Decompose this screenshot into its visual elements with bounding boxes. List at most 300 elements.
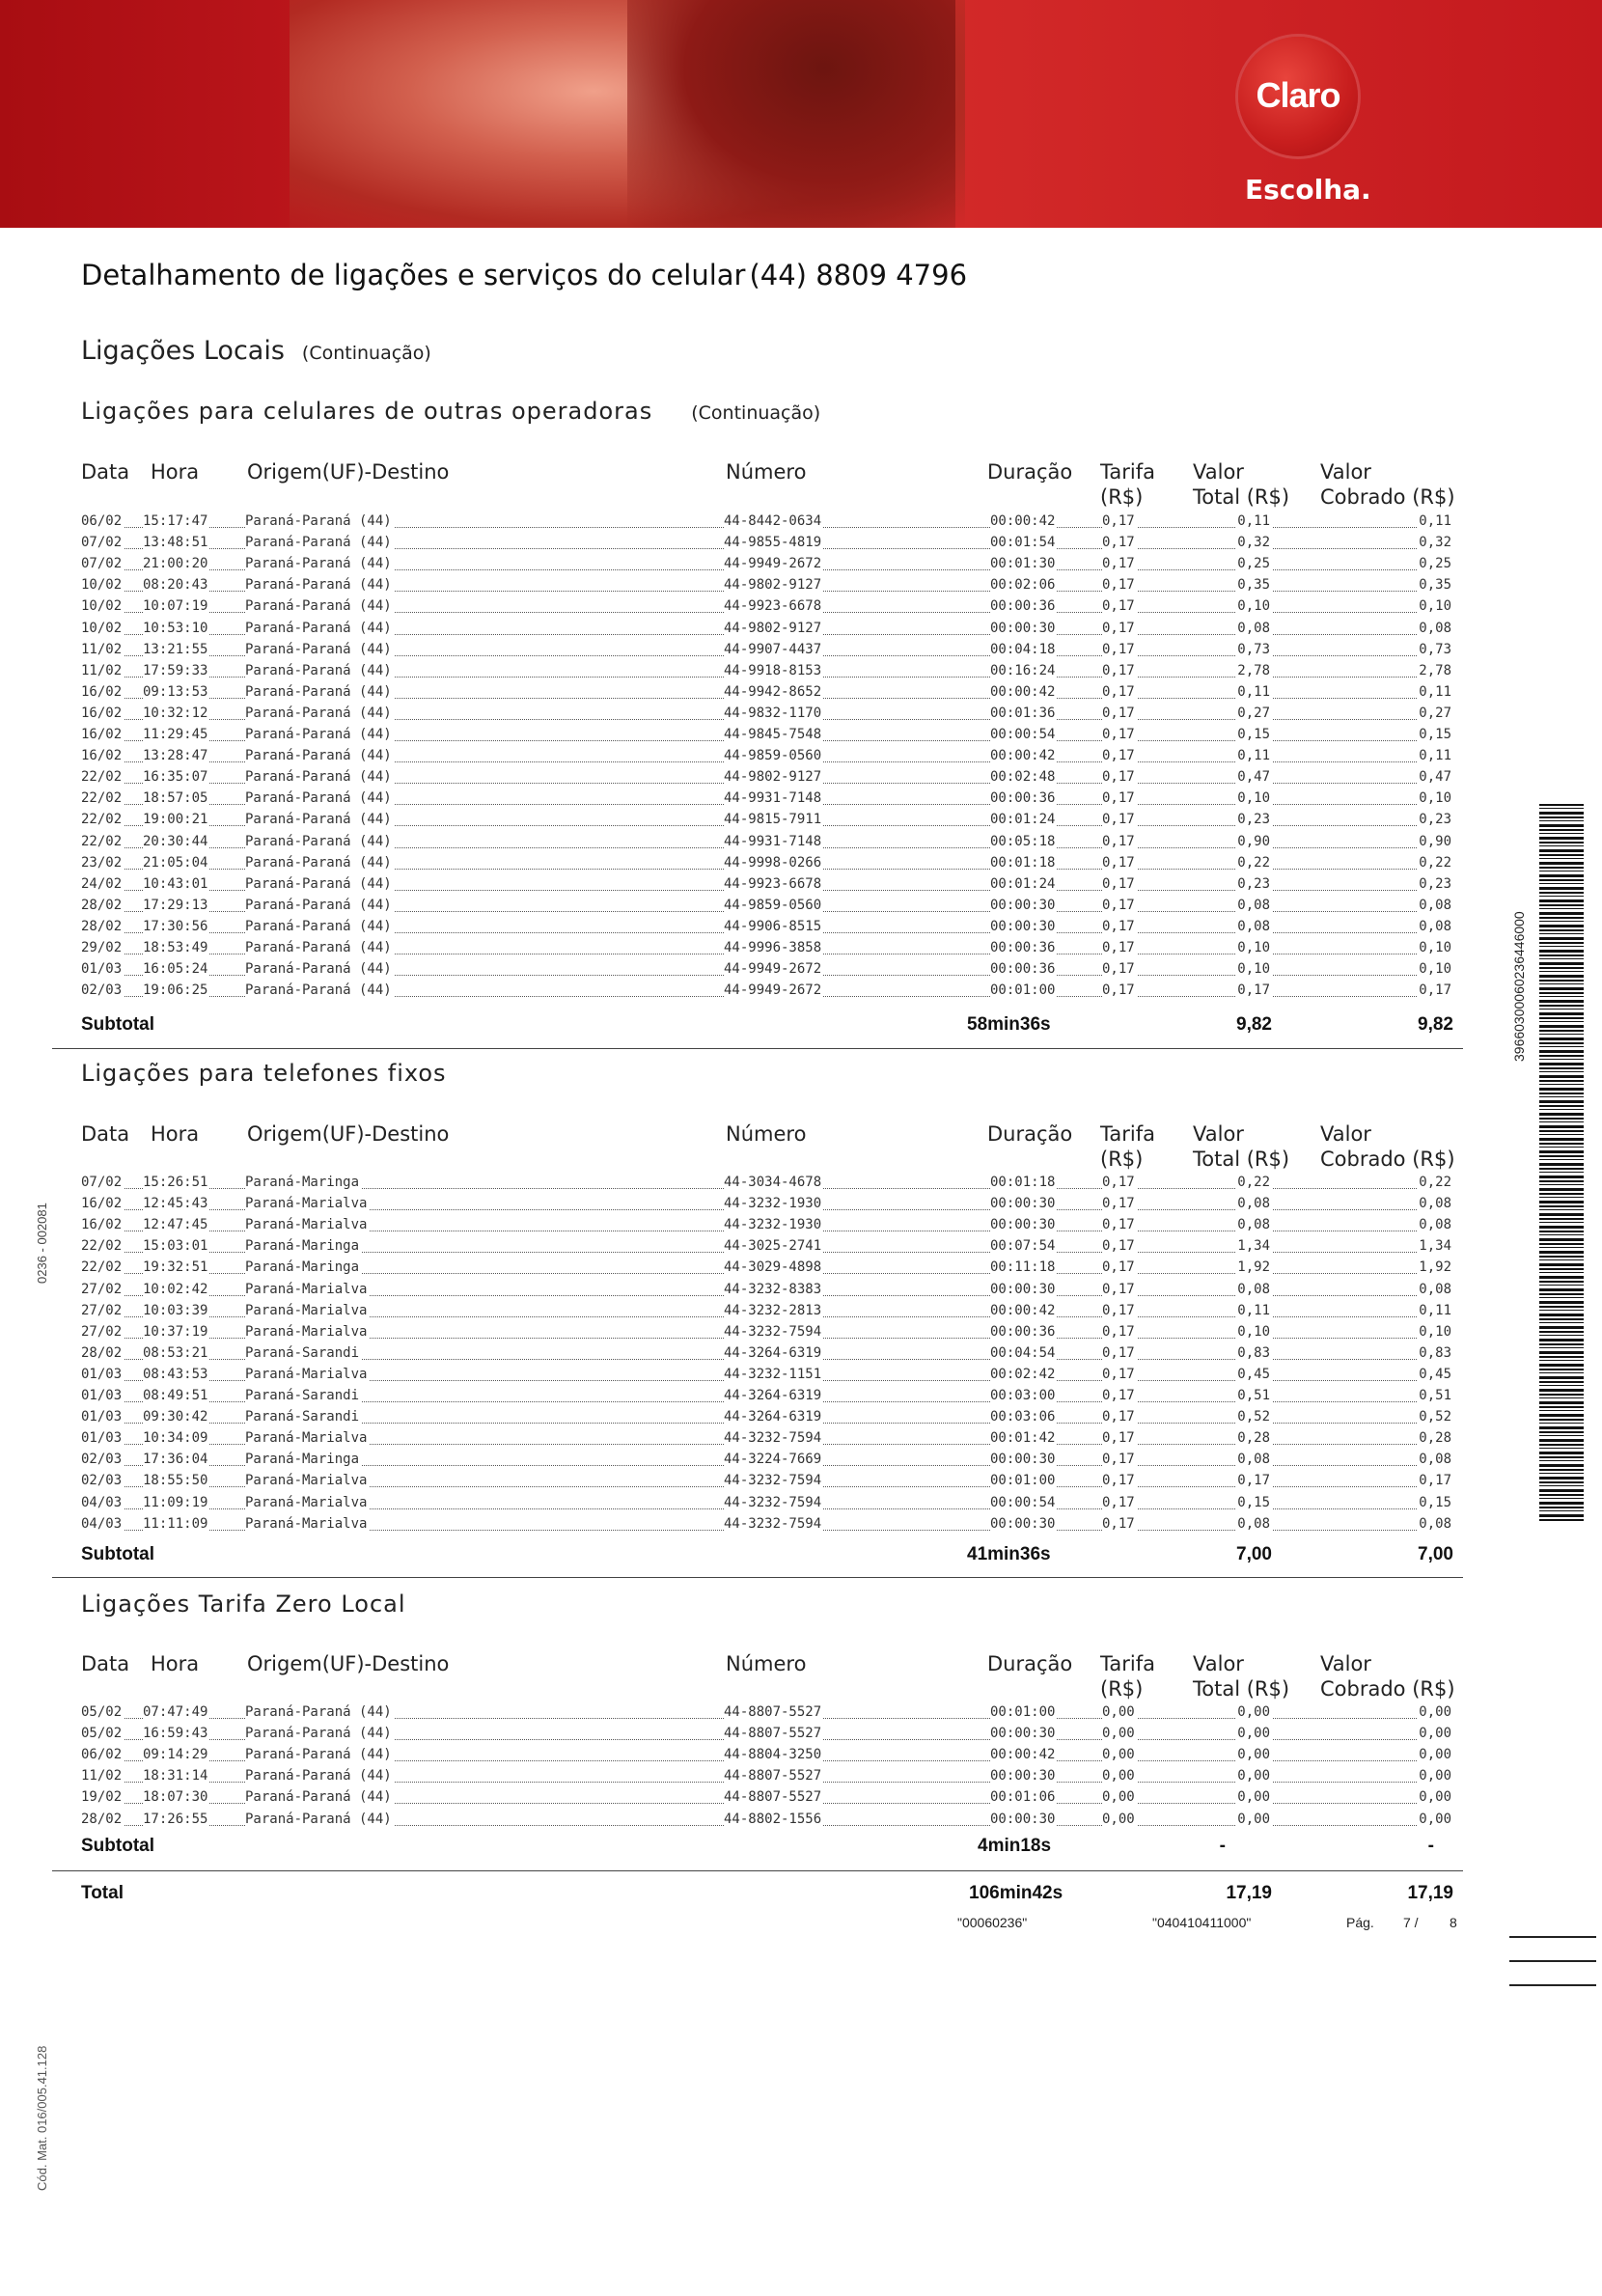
cell-hour: 13:48:51 — [143, 535, 208, 551]
cell-date: 07/02 — [81, 1175, 123, 1190]
cell-duration: 00:01:18 — [990, 854, 1056, 871]
col-number: Número — [726, 1652, 807, 1675]
cell-date: 16/02 — [81, 1217, 123, 1233]
col-origin: Origem(UF)-Destino — [247, 1652, 450, 1675]
subtotal-charged: - — [1427, 1836, 1434, 1856]
cell-origin: Paraná-Marialva — [245, 1515, 368, 1532]
table-row — [81, 1704, 1453, 1726]
cell-origin: Paraná-Paraná (44) — [245, 662, 392, 678]
cell-hour: 18:57:05 — [143, 790, 208, 807]
cell-total: 0,08 — [1237, 620, 1270, 636]
cell-rate: 0,17 — [1102, 1302, 1135, 1318]
cell-rate: 0,17 — [1102, 1344, 1135, 1361]
cell-charged: 0,10 — [1419, 961, 1451, 978]
cell-number: 44-9859-0560 — [724, 897, 822, 913]
cell-hour: 18:55:50 — [143, 1473, 208, 1489]
cell-charged: 0,08 — [1419, 1452, 1451, 1468]
cell-rate: 0,17 — [1102, 556, 1135, 572]
cell-hour: 21:05:04 — [143, 854, 208, 871]
header-banner — [0, 0, 1602, 228]
cell-total: 0,15 — [1237, 727, 1270, 742]
footer-code-1: "00060236" — [957, 1915, 1028, 1930]
table-row — [81, 598, 1453, 620]
table-row — [81, 1495, 1453, 1516]
cell-date: 28/02 — [81, 918, 123, 934]
table-row — [81, 1175, 1453, 1196]
cell-charged: 0,00 — [1419, 1789, 1451, 1806]
col-total-unit: Total (R$) — [1193, 485, 1290, 509]
cell-origin: Paraná-Paraná (44) — [245, 641, 392, 657]
cell-duration: 00:00:36 — [990, 940, 1056, 955]
cell-rate: 0,17 — [1102, 1175, 1135, 1190]
subtotal-duration: 4min18s — [978, 1836, 1052, 1856]
cell-number: 44-9906-8515 — [724, 918, 822, 934]
subtotal-total: - — [1219, 1836, 1226, 1856]
cell-total: 0,90 — [1237, 833, 1270, 849]
cell-charged: 0,11 — [1419, 683, 1451, 700]
cell-origin: Paraná-Paraná (44) — [245, 683, 392, 700]
subtotal-label: Subtotal — [81, 1014, 154, 1035]
cell-date: 06/02 — [81, 513, 123, 529]
cell-duration: 00:00:30 — [990, 1811, 1056, 1827]
cell-charged: 0,17 — [1419, 1473, 1451, 1489]
page-label: Pág. — [1346, 1915, 1374, 1930]
cell-rate: 0,17 — [1102, 961, 1135, 978]
footer-code-2: "040410411000" — [1152, 1915, 1252, 1930]
cell-hour: 11:11:09 — [143, 1515, 208, 1532]
cell-number: 44-3264-6319 — [724, 1344, 822, 1361]
material-code: Cód. Mat. 016/005.41.128 — [35, 2045, 49, 2191]
cell-date: 07/02 — [81, 556, 123, 572]
cell-charged: 0,08 — [1419, 620, 1451, 636]
cell-hour: 17:29:13 — [143, 897, 208, 913]
cell-hour: 15:17:47 — [143, 513, 208, 529]
cell-total: 0,11 — [1237, 683, 1270, 700]
cell-rate: 0,17 — [1102, 662, 1135, 678]
cell-date: 05/02 — [81, 1704, 123, 1720]
cell-number: 44-9931-7148 — [724, 790, 822, 807]
cell-total: 0,11 — [1237, 1302, 1270, 1318]
cell-number: 44-9998-0266 — [724, 854, 822, 871]
cell-origin: Paraná-Marialva — [245, 1430, 368, 1447]
table-row — [81, 1473, 1453, 1494]
cell-origin: Paraná-Paraná (44) — [245, 513, 392, 529]
cell-duration: 00:07:54 — [990, 1238, 1056, 1255]
cell-duration: 00:00:30 — [990, 1196, 1056, 1212]
cell-duration: 00:00:36 — [990, 961, 1056, 978]
cell-total: 0,10 — [1237, 961, 1270, 978]
cell-number: 44-3232-7594 — [724, 1323, 822, 1340]
cell-duration: 00:05:18 — [990, 833, 1056, 849]
cell-total: 0,22 — [1237, 1175, 1270, 1190]
cell-hour: 10:02:42 — [143, 1281, 208, 1297]
cell-date: 01/03 — [81, 1409, 123, 1425]
table-row — [81, 834, 1453, 855]
table-row — [81, 790, 1453, 812]
cell-duration: 00:03:00 — [990, 1388, 1056, 1403]
cell-number: 44-8807-5527 — [724, 1726, 822, 1742]
cell-number: 44-3232-8383 — [724, 1281, 822, 1297]
cell-hour: 08:49:51 — [143, 1388, 208, 1403]
cell-origin: Paraná-Maringa — [245, 1238, 360, 1255]
cell-hour: 18:53:49 — [143, 940, 208, 955]
table-row — [81, 812, 1453, 833]
table-row — [81, 1388, 1453, 1409]
cell-rate: 0,17 — [1102, 1366, 1135, 1382]
cell-total: 0,08 — [1237, 1196, 1270, 1212]
cell-hour: 16:35:07 — [143, 769, 208, 786]
cell-duration: 00:04:54 — [990, 1344, 1056, 1361]
cell-origin: Paraná-Paraná (44) — [245, 1768, 392, 1784]
cell-number: 44-9855-4819 — [724, 535, 822, 551]
cell-date: 19/02 — [81, 1789, 123, 1806]
cell-duration: 00:00:30 — [990, 1768, 1056, 1784]
cell-origin: Paraná-Paraná (44) — [245, 620, 392, 636]
cell-charged: 0,10 — [1419, 598, 1451, 615]
cell-total: 0,10 — [1237, 940, 1270, 955]
cell-rate: 0,00 — [1102, 1789, 1135, 1806]
cell-origin: Paraná-Paraná (44) — [245, 535, 392, 551]
cell-duration: 00:00:30 — [990, 620, 1056, 636]
page-number: 7 / — [1403, 1915, 1419, 1930]
table-row — [81, 748, 1453, 769]
cell-origin: Paraná-Marialva — [245, 1473, 368, 1489]
table-row — [81, 684, 1453, 705]
col-charged-unit: Cobrado (R$) — [1320, 1148, 1455, 1171]
col-charged-unit: Cobrado (R$) — [1320, 1677, 1455, 1701]
cell-hour: 15:26:51 — [143, 1175, 208, 1190]
cell-hour: 17:30:56 — [143, 918, 208, 934]
table-row — [81, 642, 1453, 663]
cell-origin: Paraná-Marialva — [245, 1323, 368, 1340]
cell-date: 27/02 — [81, 1302, 123, 1318]
cell-origin: Paraná-Paraná (44) — [245, 598, 392, 615]
table-row — [81, 1789, 1453, 1811]
cell-date: 28/02 — [81, 1811, 123, 1827]
cell-rate: 0,17 — [1102, 940, 1135, 955]
cell-origin: Paraná-Marialva — [245, 1217, 368, 1233]
table-row — [81, 1367, 1453, 1388]
cell-number: 44-3029-4898 — [724, 1259, 822, 1276]
cell-duration: 00:01:30 — [990, 556, 1056, 572]
cell-date: 10/02 — [81, 577, 123, 594]
table-row — [81, 769, 1453, 790]
table-row — [81, 513, 1453, 535]
cell-number: 44-9802-9127 — [724, 769, 822, 786]
col-charged: Valor — [1320, 1122, 1371, 1146]
cell-duration: 00:01:36 — [990, 705, 1056, 721]
cell-duration: 00:01:54 — [990, 535, 1056, 551]
cell-charged: 0,90 — [1419, 833, 1451, 849]
side-mark — [1509, 1984, 1596, 1986]
cell-rate: 0,00 — [1102, 1704, 1135, 1720]
cell-number: 44-3034-4678 — [724, 1175, 822, 1190]
subtotal-duration: 41min36s — [967, 1544, 1051, 1564]
table-row — [81, 1196, 1453, 1217]
cell-charged: 0,00 — [1419, 1704, 1451, 1720]
page-total: 8 — [1450, 1915, 1457, 1930]
cell-charged: 0,00 — [1419, 1747, 1451, 1763]
cell-total: 0,23 — [1237, 875, 1270, 892]
cell-charged: 0,08 — [1419, 1196, 1451, 1212]
cell-total: 0,35 — [1237, 577, 1270, 594]
col-rate-unit: (R$) — [1100, 485, 1144, 509]
subtotal-duration: 58min36s — [967, 1014, 1051, 1035]
table-row — [81, 1282, 1453, 1303]
cell-number: 44-9949-2672 — [724, 982, 822, 999]
cell-hour: 17:59:33 — [143, 662, 208, 678]
table-row — [81, 961, 1453, 982]
subtotal-total: 9,82 — [1236, 1014, 1272, 1035]
cell-rate: 0,17 — [1102, 641, 1135, 657]
table-row — [81, 1409, 1453, 1430]
col-duration: Duração — [987, 1122, 1073, 1146]
cell-duration: 00:11:18 — [990, 1259, 1056, 1276]
cell-origin: Paraná-Paraná (44) — [245, 1704, 392, 1720]
cell-rate: 0,17 — [1102, 982, 1135, 999]
cell-date: 02/03 — [81, 982, 123, 999]
table-row — [81, 535, 1453, 556]
col-total: Valor — [1193, 1122, 1244, 1146]
col-date: Data — [81, 460, 130, 484]
page-title — [81, 259, 967, 291]
cell-total: 0,17 — [1237, 982, 1270, 999]
table-row — [81, 1747, 1453, 1768]
cell-charged: 0,83 — [1419, 1344, 1451, 1361]
cell-date: 01/03 — [81, 1388, 123, 1403]
cell-total: 0,00 — [1237, 1747, 1270, 1763]
cell-date: 29/02 — [81, 940, 123, 955]
cell-rate: 0,17 — [1102, 705, 1135, 721]
cell-number: 44-9802-9127 — [724, 577, 822, 594]
cell-charged: 0,08 — [1419, 1281, 1451, 1297]
cell-charged: 0,08 — [1419, 1217, 1451, 1233]
cell-duration: 00:00:30 — [990, 1726, 1056, 1742]
cell-total: 0,00 — [1237, 1811, 1270, 1827]
cell-origin: Paraná-Marialva — [245, 1494, 368, 1510]
cell-number: 44-9949-2672 — [724, 961, 822, 978]
subtotal-label: Subtotal — [81, 1836, 154, 1856]
cell-duration: 00:00:42 — [990, 513, 1056, 529]
col-rate-unit: (R$) — [1100, 1148, 1144, 1171]
cell-total: 0,11 — [1237, 513, 1270, 529]
cell-total: 0,08 — [1237, 1217, 1270, 1233]
cell-origin: Paraná-Paraná (44) — [245, 1789, 392, 1806]
cell-rate: 0,17 — [1102, 1430, 1135, 1447]
cell-date: 16/02 — [81, 727, 123, 742]
cell-number: 44-9815-7911 — [724, 812, 822, 828]
cell-hour: 12:47:45 — [143, 1217, 208, 1233]
cell-number: 44-3264-6319 — [724, 1388, 822, 1403]
cell-rate: 0,17 — [1102, 897, 1135, 913]
cell-rate: 0,17 — [1102, 790, 1135, 807]
cell-date: 27/02 — [81, 1323, 123, 1340]
cell-origin: Paraná-Marialva — [245, 1366, 368, 1382]
cell-duration: 00:01:42 — [990, 1430, 1056, 1447]
table-row — [81, 1345, 1453, 1367]
cell-hour: 17:26:55 — [143, 1811, 208, 1827]
group-title-text: Ligações Tarifa Zero Local — [81, 1591, 406, 1618]
cell-hour: 18:07:30 — [143, 1789, 208, 1806]
total-divider — [52, 1870, 1463, 1871]
cell-total: 0,15 — [1237, 1494, 1270, 1510]
cell-rate: 0,17 — [1102, 513, 1135, 529]
cell-rate: 0,17 — [1102, 1409, 1135, 1425]
cell-hour: 16:05:24 — [143, 961, 208, 978]
group-title-text: Ligações para telefones fixos — [81, 1060, 447, 1087]
cell-origin: Paraná-Paraná (44) — [245, 1747, 392, 1763]
cell-duration: 00:00:54 — [990, 727, 1056, 742]
cell-hour: 12:45:43 — [143, 1196, 208, 1212]
cell-number: 44-9859-0560 — [724, 748, 822, 764]
table-row — [81, 1768, 1453, 1789]
col-charged: Valor — [1320, 1652, 1371, 1675]
col-date: Data — [81, 1652, 130, 1675]
cell-date: 02/03 — [81, 1473, 123, 1489]
col-rate-unit: (R$) — [1100, 1677, 1144, 1701]
cell-duration: 00:01:24 — [990, 875, 1056, 892]
subtotal-charged: 9,82 — [1418, 1014, 1453, 1035]
cell-number: 44-8804-3250 — [724, 1747, 822, 1763]
cell-charged: 0,47 — [1419, 769, 1451, 786]
cell-charged: 0,25 — [1419, 556, 1451, 572]
cell-rate: 0,00 — [1102, 1747, 1135, 1763]
cell-duration: 00:02:48 — [990, 769, 1056, 786]
cell-origin: Paraná-Sarandi — [245, 1344, 360, 1361]
cell-origin: Paraná-Paraná (44) — [245, 940, 392, 955]
section-title — [81, 336, 431, 366]
cell-charged: 0,15 — [1419, 727, 1451, 742]
subtotal-row — [81, 1544, 1453, 1569]
cell-duration: 00:00:42 — [990, 1747, 1056, 1763]
table-row — [81, 1238, 1453, 1259]
cell-charged: 1,92 — [1419, 1259, 1451, 1276]
cell-number: 44-8807-5527 — [724, 1768, 822, 1784]
cell-rate: 0,17 — [1102, 1494, 1135, 1510]
cell-number: 44-9923-6678 — [724, 875, 822, 892]
cell-origin: Paraná-Paraná (44) — [245, 897, 392, 913]
cell-number: 44-9832-1170 — [724, 705, 822, 721]
cell-charged: 0,00 — [1419, 1768, 1451, 1784]
cell-rate: 0,17 — [1102, 769, 1135, 786]
cell-number: 44-3232-7594 — [724, 1473, 822, 1489]
cell-total: 0,00 — [1237, 1768, 1270, 1784]
cell-date: 27/02 — [81, 1281, 123, 1297]
table-row — [81, 1812, 1453, 1833]
table-row — [81, 898, 1453, 919]
cell-date: 16/02 — [81, 705, 123, 721]
table-row — [81, 1303, 1453, 1324]
cell-date: 24/02 — [81, 875, 123, 892]
cell-total: 0,27 — [1237, 705, 1270, 721]
cell-total: 0,32 — [1237, 535, 1270, 551]
cell-rate: 0,00 — [1102, 1726, 1135, 1742]
table-row — [81, 1726, 1453, 1747]
cell-number: 44-9942-8652 — [724, 683, 822, 700]
cell-charged: 0,11 — [1419, 748, 1451, 764]
col-number: Número — [726, 1122, 807, 1146]
cell-rate: 0,17 — [1102, 1452, 1135, 1468]
cell-rate: 0,17 — [1102, 833, 1135, 849]
cell-charged: 0,08 — [1419, 897, 1451, 913]
cell-date: 16/02 — [81, 748, 123, 764]
cell-charged: 0,23 — [1419, 812, 1451, 828]
cell-hour: 19:00:21 — [143, 812, 208, 828]
table-row — [81, 577, 1453, 598]
cell-hour: 10:43:01 — [143, 875, 208, 892]
cell-hour: 07:47:49 — [143, 1704, 208, 1720]
cell-total: 0,08 — [1237, 1281, 1270, 1297]
cell-origin: Paraná-Paraná (44) — [245, 705, 392, 721]
cell-date: 11/02 — [81, 662, 123, 678]
cell-number: 44-9949-2672 — [724, 556, 822, 572]
cell-hour: 10:34:09 — [143, 1430, 208, 1447]
cell-rate: 0,17 — [1102, 1473, 1135, 1489]
table-row — [81, 621, 1453, 642]
cell-rate: 0,17 — [1102, 918, 1135, 934]
cell-origin: Paraná-Paraná (44) — [245, 854, 392, 871]
cell-duration: 00:00:30 — [990, 918, 1056, 934]
cell-hour: 17:36:04 — [143, 1452, 208, 1468]
cell-charged: 0,23 — [1419, 875, 1451, 892]
col-total: Valor — [1193, 1652, 1244, 1675]
cell-date: 22/02 — [81, 1259, 123, 1276]
col-duration: Duração — [987, 1652, 1073, 1675]
cell-charged: 0,22 — [1419, 854, 1451, 871]
cell-date: 22/02 — [81, 1238, 123, 1255]
cell-hour: 08:53:21 — [143, 1344, 208, 1361]
table-row — [81, 982, 1453, 1004]
cell-rate: 0,17 — [1102, 812, 1135, 828]
cell-charged: 0,10 — [1419, 790, 1451, 807]
cell-total: 0,73 — [1237, 641, 1270, 657]
cell-origin: Paraná-Marialva — [245, 1302, 368, 1318]
cell-total: 0,00 — [1237, 1789, 1270, 1806]
section-subtitle: (Continuação) — [301, 343, 431, 364]
cell-number: 44-8807-5527 — [724, 1789, 822, 1806]
cell-charged: 0,52 — [1419, 1409, 1451, 1425]
tagline: Escolha. — [1245, 174, 1371, 206]
cell-duration: 00:00:54 — [990, 1494, 1056, 1510]
cell-charged: 2,78 — [1419, 662, 1451, 678]
col-rate: Tarifa — [1100, 460, 1155, 484]
cell-duration: 00:04:18 — [990, 641, 1056, 657]
cell-hour: 19:06:25 — [143, 982, 208, 999]
claro-logo-text: Claro — [1256, 75, 1340, 115]
cell-number: 44-8802-1556 — [724, 1811, 822, 1827]
cell-number: 44-3232-1930 — [724, 1217, 822, 1233]
cell-number: 44-8442-0634 — [724, 513, 822, 529]
cell-duration: 00:00:30 — [990, 1515, 1056, 1532]
cell-charged: 0,00 — [1419, 1811, 1451, 1827]
cell-date: 01/03 — [81, 1430, 123, 1447]
cell-rate: 0,17 — [1102, 535, 1135, 551]
table-row — [81, 705, 1453, 727]
cell-rate: 0,17 — [1102, 875, 1135, 892]
cell-charged: 0,17 — [1419, 982, 1451, 999]
cell-origin: Paraná-Paraná (44) — [245, 577, 392, 594]
cell-charged: 0,22 — [1419, 1175, 1451, 1190]
cell-number: 44-9923-6678 — [724, 598, 822, 615]
section-divider — [52, 1048, 1463, 1049]
cell-origin: Paraná-Paraná (44) — [245, 875, 392, 892]
cell-origin: Paraná-Paraná (44) — [245, 833, 392, 849]
cell-total: 0,22 — [1237, 854, 1270, 871]
cell-origin: Paraná-Maringa — [245, 1452, 360, 1468]
total-label: Total — [81, 1883, 124, 1903]
cell-rate: 0,17 — [1102, 598, 1135, 615]
cell-number: 44-9845-7548 — [724, 727, 822, 742]
